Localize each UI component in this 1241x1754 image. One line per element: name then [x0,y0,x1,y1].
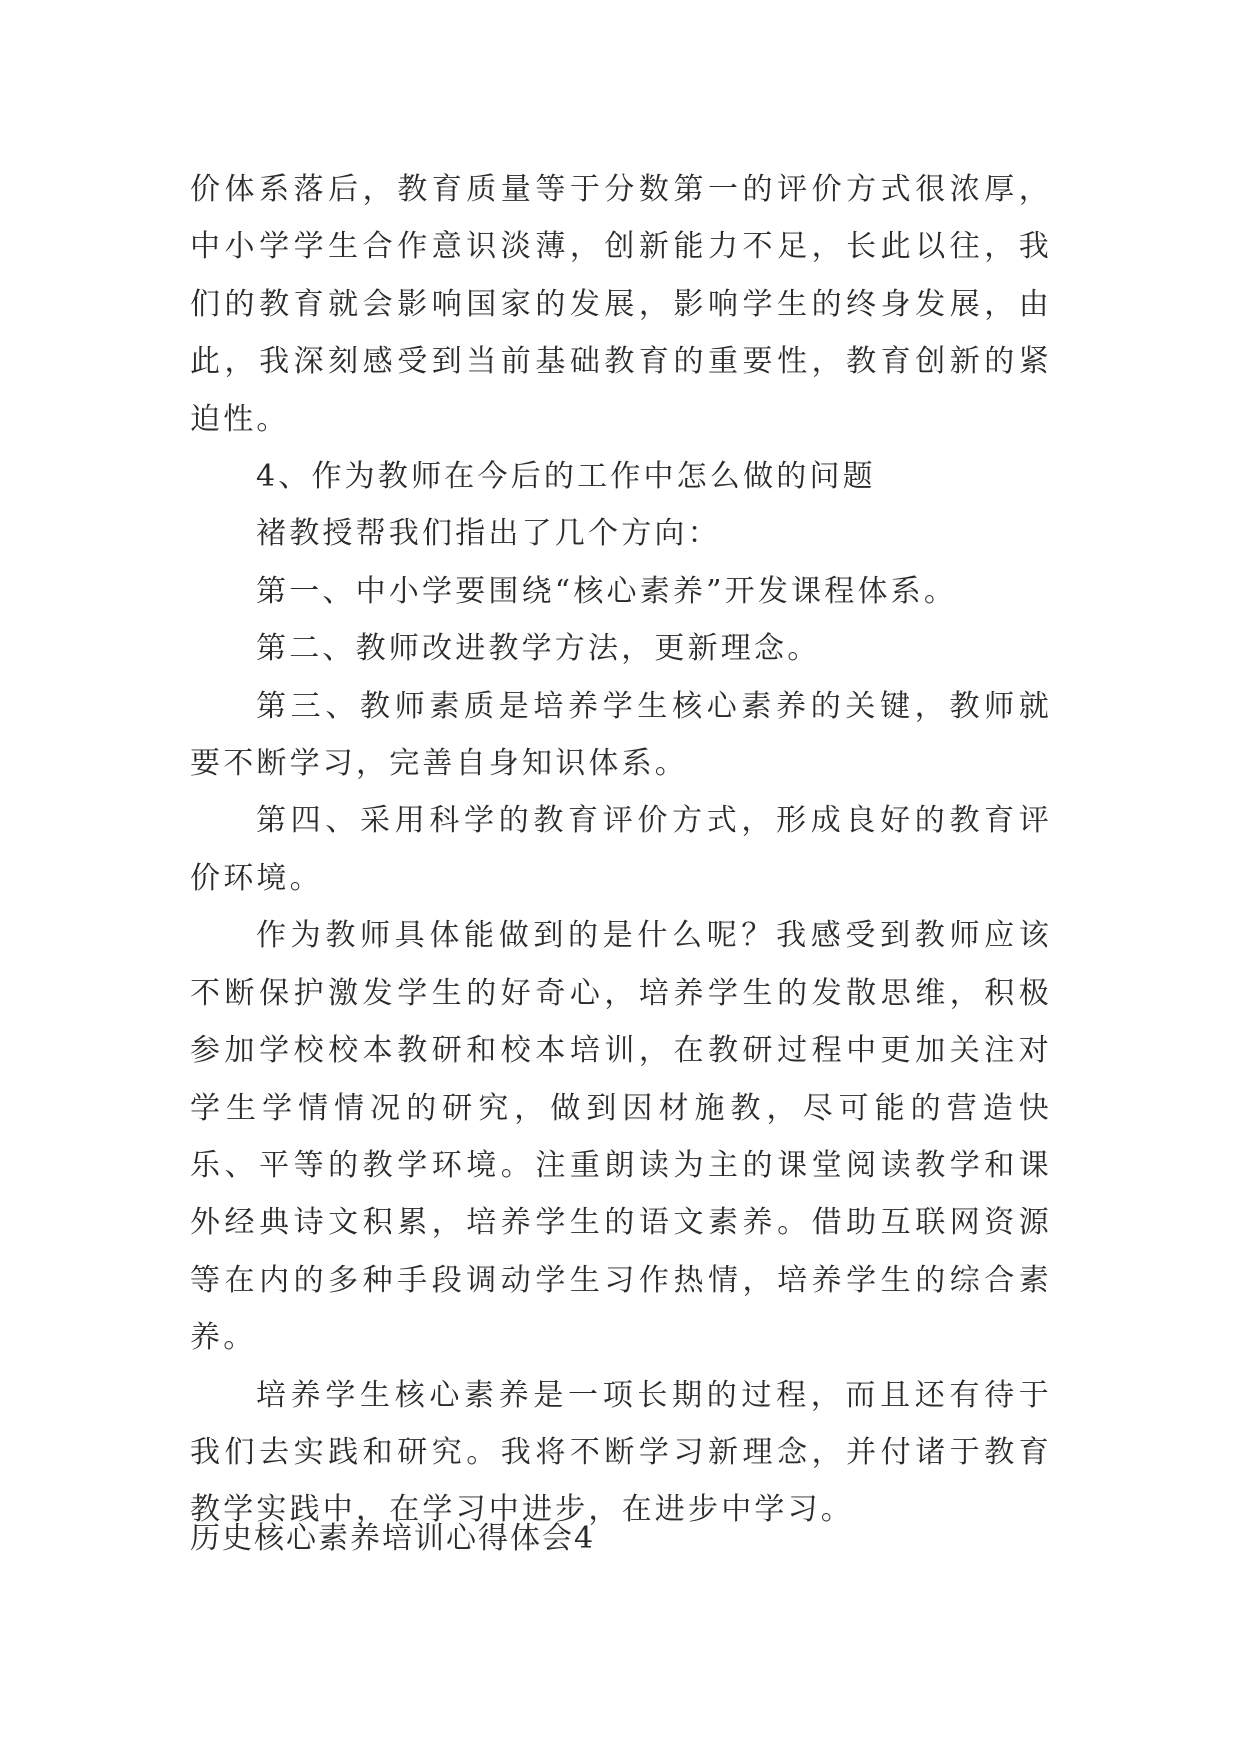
paragraph-direction-1: 第一、中小学要围绕“核心素养”开发课程体系。 [256,573,958,609]
next-section-title: 历史核心素养培训心得体会4 [190,1521,596,1556]
paragraph-conclusion: 培养学生核心素养是一项长期的过程，而且还有待于我们去实践和研究。我将不断学习新理念，并付诸于教育教学实践中，在学习中进步，在进步中学习。 [190,1377,1052,1528]
paragraph-directions-intro: 褚教授帮我们指出了几个方向： [256,516,721,552]
paragraph-continuation: 价体系落后，教育质量等于分数第一的评价方式很浓厚，中小学学生合作意识淡薄，创新能力不足，长此以往，我们的教育就会影响国家的发展，影响学生的终身发展，由此，我深刻感受到当前基础教育的重要性，教育创新的紧迫性。 [190,172,1052,437]
paragraph-direction-2: 第二、教师改进教学方法，更新理念。 [256,631,821,667]
paragraph-teacher-actions: 作为教师具体能做到的是什么呢？我感受到教师应该不断保护激发学生的好奇心，培养学生的发散思维，积极参加学校校本教研和校本培训，在教研过程中更加关注对学生学情情况的研究，做到因材施教，尽可能的营造快乐、平等的教学环境。注重朗读为主的课堂阅读教学和课外经典诗文积累，培养学生的语文素养。借助互联网资源等在内的多种手段调动学生习作热情，培养学生的综合素养。 [190,918,1052,1356]
paragraph-direction-3: 第三、教师素质是培养学生核心素养的关键，教师就要不断学习，完善自身知识体系。 [190,688,1052,782]
paragraph-point-4-heading: 4、作为教师在今后的工作中怎么做的问题 [256,459,876,495]
document-body [190,161,1052,1539]
paragraph-direction-4: 第四、采用科学的教育评价方式，形成良好的教育评价环境。 [190,803,1052,896]
